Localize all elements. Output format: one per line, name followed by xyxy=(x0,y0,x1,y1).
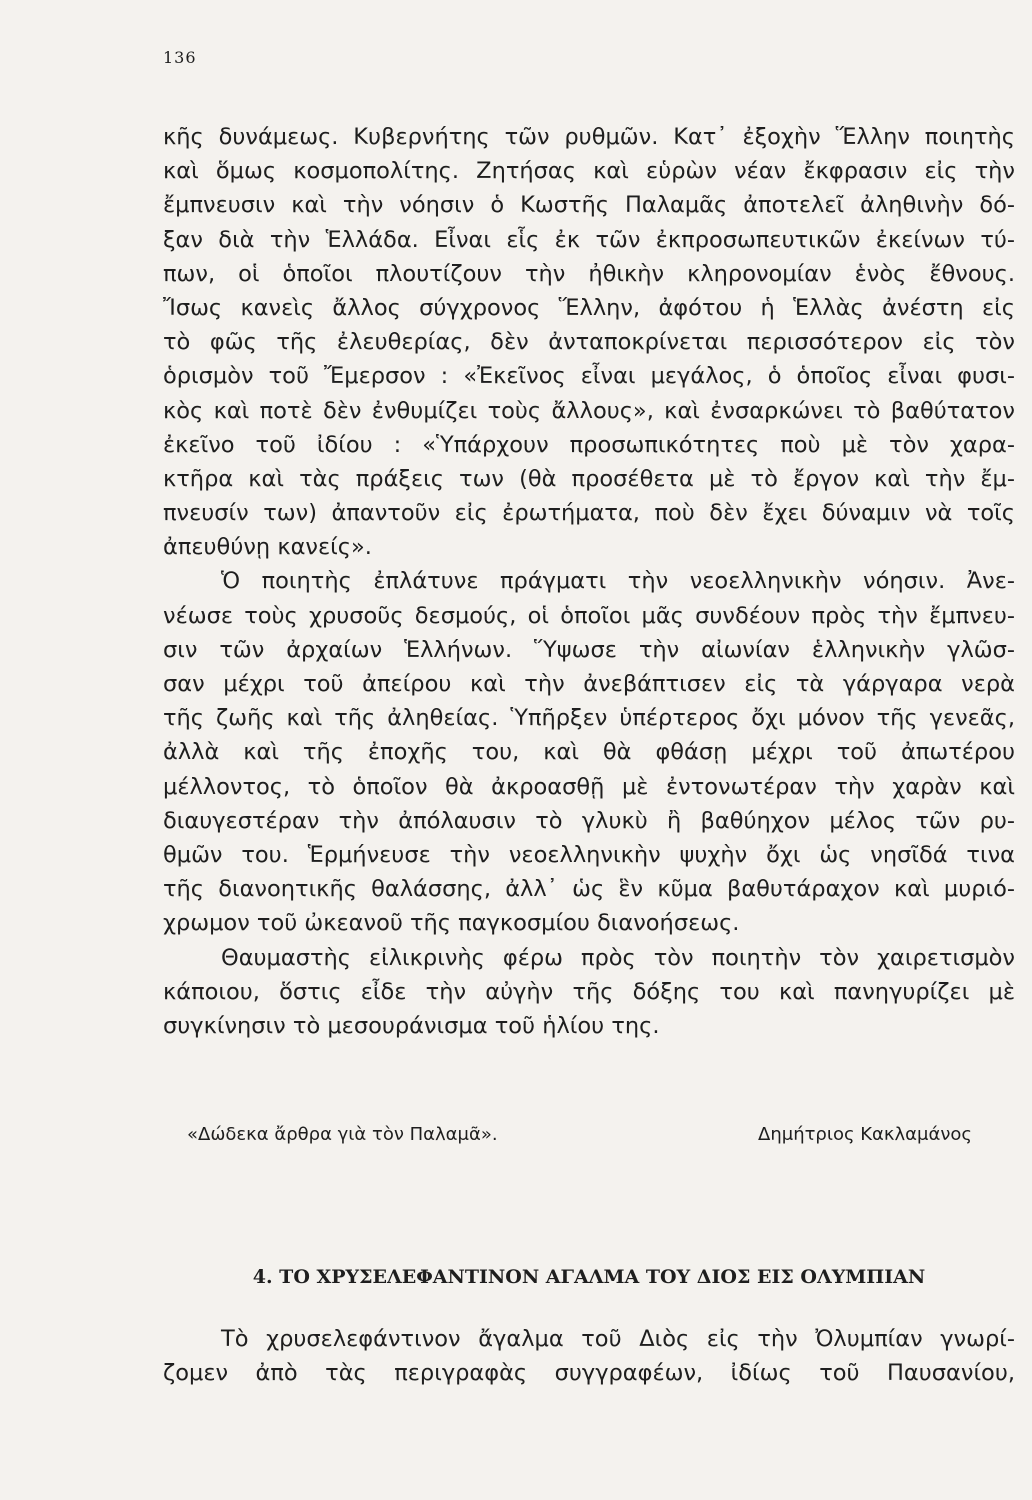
text-line: νέωσε τοὺς χρυσοῦς δεσμούς, οἱ ὁποῖοι μᾶς συνδέουν πρὸς τὴν ἔμπνευ- xyxy=(163,602,1015,629)
text-line: κὸς καὶ ποτὲ δὲν ἐνθυμίζει τοὺς ἄλλους», καὶ ἐνσαρκώνει τὸ βαθύτατον xyxy=(163,397,1015,424)
text-line: συγκίνησιν τὸ μεσουράνισμα τοῦ ἡλίου της. xyxy=(163,1012,660,1039)
attribution xyxy=(187,1120,972,1150)
text-line: ὁρισμὸν τοῦ Ἔμερσον : «Ἐκεῖνος εἶναι μεγάλος, ὁ ὁποῖος εἶναι φυσι- xyxy=(163,363,1015,390)
text-line: καὶ ὅμως κοσμοπολίτης. Ζητήσας καὶ εὑρὼν νέαν ἔκφρασιν εἰς τὴν xyxy=(163,158,1015,185)
attribution-source: «Δώδεκα ἄρθρα γιὰ τὸν Παλαμᾶ». xyxy=(187,1124,498,1145)
text-line: σιν τῶν ἀρχαίων Ἑλλήνων. Ὕψωσε τὴν αἰωνίαν ἑλληνικὴν γλῶσ- xyxy=(163,636,1015,663)
text-line: ἀπευθύνῃ κανείς». xyxy=(163,534,372,561)
page-number: 136 xyxy=(163,48,197,67)
text-line: σαν μέχρι τοῦ ἀπείρου καὶ τὴν ἀνεβάπτισεν εἰς τὰ γάργαρα νερὰ xyxy=(163,671,1015,697)
section-heading: 4. ΤΟ ΧΡΥΣΕΛΕΦΑΝΤΙΝΟΝ ΑΓΑΛΜΑ ΤΟΥ ΔΙΟΣ ΕΙΣ ΟΛΥΜΠΙΑΝ xyxy=(252,1266,926,1288)
attribution-author: Δημήτριος Κακλαμάνος xyxy=(758,1124,972,1145)
text-line: τῆς ζωῆς καὶ τῆς ἀληθείας. Ὑπῆρξεν ὑπέρτερος ὄχι μόνον τῆς γενεᾶς, xyxy=(163,705,1015,732)
text-line: πων, οἱ ὁποῖοι πλουτίζουν τὴν ἠθικὴν κληρονομίαν ἑνὸς ἔθνους. xyxy=(163,260,1015,287)
text-line: κτῆρα καὶ τὰς πράξεις των (θὰ προσέθετα μὲ τὸ ἔργον καὶ τὴν ἔμ- xyxy=(163,465,1015,492)
text-line: ἐκεῖνο τοῦ ἰδίου : «Ὑπάρχουν προσωπικότητες ποὺ μὲ τὸν χαρα- xyxy=(163,431,1015,458)
text-line: Θαυμαστὴς εἰλικρινὴς φέρω πρὸς τὸν ποιητὴν τὸν χαιρετισμὸν xyxy=(221,944,1015,971)
text-line: κάποιου, ὅστις εἶδε τὴν αὐγὴν τῆς δόξης του καὶ πανηγυρίζει μὲ xyxy=(163,978,1015,1005)
text-line: κῆς δυνάμεως. Κυβερνήτης τῶν ρυθμῶν. Κατ᾽ ἐξοχὴν Ἕλλην ποιητὴς xyxy=(163,124,1015,150)
text-line: μέλλοντος, τὸ ὁποῖον θὰ ἀκροασθῇ μὲ ἐντονωτέραν τὴν χαρὰν καὶ xyxy=(163,773,1015,800)
text-line: ἀλλὰ καὶ τῆς ἐποχῆς του, καὶ θὰ φθάσῃ μέχρι τοῦ ἀπωτέρου xyxy=(163,739,1015,766)
text-line: ἔμπνευσιν καὶ τὴν νόησιν ὁ Κωστῆς Παλαμᾶς ἀποτελεῖ ἀληθινὴν δό- xyxy=(163,192,1015,219)
text-line: Ὁ ποιητὴς ἐπλάτυνε πράγματι τὴν νεοελληνικὴν νόησιν. Ἀνε- xyxy=(221,568,1015,595)
text-line: Τὸ χρυσελεφάντινον ἄγαλμα τοῦ Διὸς εἰς τὴν Ὀλυμπίαν γνωρί- xyxy=(221,1326,1015,1352)
text-line: ζομεν ἀπὸ τὰς περιγραφὰς συγγραφέων, ἰδίως τοῦ Παυσανίου, xyxy=(163,1360,1015,1387)
text-line: θμῶν του. Ἑρμήνευσε τὴν νεοελληνικὴν ψυχὴν ὄχι ὡς νησῖδά τινα xyxy=(163,841,1015,868)
text-line: ξαν διὰ τὴν Ἑλλάδα. Εἶναι εἷς ἐκ τῶν ἐκπροσωπευτικῶν ἐκείνων τύ- xyxy=(163,226,1015,253)
text-line: Ἴσως κανεὶς ἄλλος σύγχρονος Ἕλλην, ἀφότου ἡ Ἑλλὰς ἀνέστη εἰς xyxy=(163,294,1015,321)
section-body xyxy=(163,1322,1015,1390)
text-line: τῆς διανοητικῆς θαλάσσης, ἀλλ᾽ ὡς ἓν κῦμα βαθυτάραχον καὶ μυριό- xyxy=(163,876,1015,903)
text-line: διαυγεστέραν τὴν ἀπόλαυσιν τὸ γλυκὺ ἢ βαθύηχον μέλος τῶν ρυ- xyxy=(163,807,1015,834)
body-text xyxy=(163,120,1015,1043)
text-line: τὸ φῶς τῆς ἐλευθερίας, δὲν ἀνταποκρίνεται περισσότερον εἰς τὸν xyxy=(163,329,1015,356)
text-line: χρωμον τοῦ ὠκεανοῦ τῆς παγκοσμίου διανοήσεως. xyxy=(163,910,740,937)
text-line: πνευσίν των) ἀπαντοῦν εἰς ἐρωτήματα, ποὺ δὲν ἔχει δύναμιν νὰ τοῖς xyxy=(163,500,1015,527)
